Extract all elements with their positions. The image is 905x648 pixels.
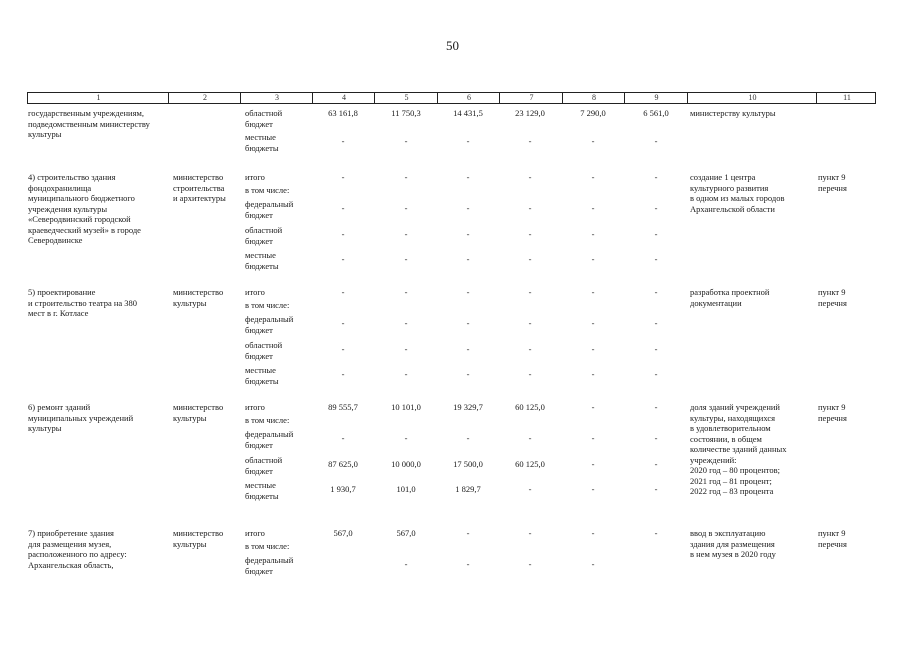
expected-result: 2020 год – 80 процентов;	[690, 465, 781, 475]
funding-value-col6: -	[466, 344, 470, 354]
measure-description: фондохранилища	[28, 182, 92, 193]
header-cell-3: 3	[275, 93, 279, 102]
funding-value-col8: -	[591, 528, 595, 538]
funding-value-col8: -	[591, 318, 595, 328]
funding-value-col9: -	[654, 433, 658, 443]
responsible-executor: министерство	[173, 528, 224, 538]
funding-value-col8: -	[591, 459, 595, 469]
funding-value-col7: 60 125,0	[515, 402, 545, 412]
funding-value-col8: -	[591, 433, 595, 443]
funding-value-col8: -	[591, 203, 595, 213]
expected-result: в удовлетворительном	[690, 423, 771, 433]
measure-description: краеведческий музей» в городе	[28, 224, 141, 235]
measure-description: муниципального бюджетного	[28, 193, 135, 203]
responsible-executor: культуры	[173, 297, 207, 308]
funding-value-col6: 14 431,5	[453, 108, 483, 118]
funding-source-label: бюджет	[245, 565, 273, 576]
expected-result: Архангельской области	[690, 203, 775, 214]
funding-value-col5: -	[404, 172, 408, 182]
funding-source-label: федеральный	[245, 429, 294, 439]
funding-value-col5: 10 000,0	[391, 459, 421, 469]
header-cell-4: 4	[342, 93, 346, 102]
funding-value-col5: -	[404, 318, 408, 328]
funding-source-label: бюджет	[245, 209, 273, 220]
measure-description: учреждения культуры	[28, 203, 108, 214]
funding-value-col7: -	[528, 136, 532, 146]
funding-source-label: федеральный	[245, 555, 294, 565]
funding-value-col7: -	[528, 559, 532, 569]
header-separator	[499, 93, 500, 103]
funding-value-col4: -	[341, 229, 345, 239]
funding-source-label: итого	[245, 172, 265, 182]
funding-value-col6: 17 500,0	[453, 459, 483, 469]
funding-value-col4: 567,0	[333, 528, 353, 538]
funding-value-col8: -	[591, 559, 595, 569]
funding-value-col4: -	[341, 433, 345, 443]
funding-source-label: бюджет	[245, 465, 273, 476]
responsible-executor: культуры	[173, 412, 207, 423]
funding-value-col5: -	[404, 559, 408, 569]
funding-value-col9: -	[654, 136, 658, 146]
funding-value-col8: -	[591, 287, 595, 297]
funding-source-label: бюджет	[245, 118, 273, 129]
funding-value-col5: 10 101,0	[391, 402, 421, 412]
responsible-executor: министерство	[173, 287, 224, 297]
funding-value-col7: -	[528, 254, 532, 264]
reference-item: перечня	[818, 412, 847, 423]
funding-source-label: в том числе:	[245, 415, 290, 425]
funding-source-label: бюджеты	[245, 260, 279, 271]
funding-source-label: бюджет	[245, 235, 273, 246]
funding-source-label: бюджеты	[245, 375, 279, 386]
funding-value-col8: -	[591, 172, 595, 182]
responsible-executor: культуры	[173, 538, 207, 549]
funding-source-label: областной	[245, 455, 283, 465]
funding-source-label: в том числе:	[245, 541, 290, 551]
funding-source-label: федеральный	[245, 199, 294, 209]
expected-result: разработка проектной	[690, 287, 770, 297]
funding-source-label: местные	[245, 250, 276, 260]
header-separator	[437, 93, 438, 103]
funding-source-label: бюджет	[245, 350, 273, 361]
funding-value-col7: -	[528, 433, 532, 443]
funding-value-col9: -	[654, 203, 658, 213]
funding-value-col6: -	[466, 203, 470, 213]
funding-value-col8: 7 290,0	[580, 108, 606, 118]
header-cell-5: 5	[404, 93, 409, 102]
funding-source-label: областной	[245, 225, 283, 235]
header-separator	[687, 93, 688, 103]
funding-value-col4: -	[341, 136, 345, 146]
funding-value-col4: -	[341, 287, 345, 297]
header-cell-1: 1	[96, 93, 101, 102]
section-sec7	[0, 528, 905, 648]
funding-value-col6: -	[466, 318, 470, 328]
funding-value-col4: -	[341, 344, 345, 354]
funding-value-col7: -	[528, 318, 532, 328]
measure-description: муниципальных учреждений	[28, 412, 134, 423]
section-sec5	[0, 287, 905, 407]
reference-item: пункт 9	[818, 528, 846, 538]
funding-value-col9: -	[654, 528, 658, 538]
reference-item: перечня	[818, 538, 847, 549]
funding-source-label: местные	[245, 132, 276, 142]
header-cell-9: 9	[654, 93, 659, 102]
funding-value-col4: 63 161,8	[328, 108, 358, 118]
funding-value-col6: 1 829,7	[455, 484, 481, 494]
funding-value-col9: -	[654, 369, 658, 379]
funding-value-col9: -	[654, 229, 658, 239]
funding-value-col7: -	[528, 172, 532, 182]
funding-source-label: бюджет	[245, 324, 273, 335]
funding-value-col5: -	[404, 203, 408, 213]
funding-value-col5: 11 750,3	[391, 108, 421, 118]
funding-value-col9: -	[654, 172, 658, 182]
funding-value-col6: -	[466, 433, 470, 443]
funding-value-col7: -	[528, 203, 532, 213]
reference-item: пункт 9	[818, 287, 846, 297]
header-cell-8: 8	[592, 93, 596, 102]
funding-value-col8: -	[591, 369, 595, 379]
funding-source-label: бюджеты	[245, 142, 279, 153]
expected-result: доля зданий учреждений	[690, 402, 780, 412]
measure-description: мест в г. Котласе	[28, 308, 89, 318]
header-separator	[624, 93, 625, 103]
expected-result: состоянии, в общем	[690, 433, 762, 444]
funding-value-col4: -	[341, 172, 345, 182]
funding-value-col4: -	[341, 254, 345, 264]
funding-value-col8: -	[591, 136, 595, 146]
funding-value-col5: -	[404, 369, 408, 379]
funding-value-col6: -	[466, 528, 470, 538]
measure-description: 4) строительство здания	[28, 172, 116, 182]
header-separator	[240, 93, 241, 103]
funding-value-col5: -	[404, 136, 408, 146]
funding-value-col7: -	[528, 369, 532, 379]
measure-description: 7) приобретение здания	[28, 528, 114, 538]
funding-value-col7: 23 129,0	[515, 108, 545, 118]
reference-item: перечня	[818, 182, 847, 193]
measure-description: Архангельская область,	[28, 559, 114, 570]
responsible-executor: министерство	[173, 402, 224, 412]
funding-source-label: итого	[245, 528, 265, 538]
header-cell-10: 10	[748, 93, 757, 102]
measure-description: подведомственным министерству	[28, 118, 150, 129]
header-separator	[168, 93, 169, 103]
funding-source-label: в том числе:	[245, 300, 290, 310]
header-separator	[312, 93, 313, 103]
expected-result: создание 1 центра	[690, 172, 756, 182]
funding-value-col5: -	[404, 229, 408, 239]
funding-source-label: итого	[245, 287, 265, 297]
measure-description: культуры	[28, 129, 62, 139]
expected-result: министерству культуры	[690, 108, 776, 118]
funding-value-col6: 19 329,7	[453, 402, 483, 412]
funding-value-col7: -	[528, 287, 532, 297]
expected-result: учреждений:	[690, 454, 737, 465]
funding-value-col9: 6 561,0	[643, 108, 669, 118]
header-separator	[374, 93, 375, 103]
responsible-executor: и архитектуры	[173, 193, 226, 203]
funding-value-col8: -	[591, 402, 595, 412]
expected-result: документации	[690, 297, 742, 308]
funding-value-col7: -	[528, 344, 532, 354]
funding-source-label: федеральный	[245, 314, 294, 324]
funding-value-col6: -	[466, 229, 470, 239]
funding-value-col9: -	[654, 318, 658, 328]
funding-value-col6: -	[466, 369, 470, 379]
expected-result: в одном из малых городов	[690, 193, 785, 203]
expected-result: культурного развития	[690, 182, 769, 193]
expected-result: здания для размещения	[690, 538, 775, 549]
funding-value-col5: -	[404, 254, 408, 264]
expected-result: 2022 год – 83 процента	[690, 486, 774, 496]
funding-value-col6: -	[466, 254, 470, 264]
funding-value-col5: 567,0	[396, 528, 416, 538]
header-separator	[562, 93, 563, 103]
header-cell-2: 2	[203, 93, 207, 102]
funding-value-col9: -	[654, 344, 658, 354]
funding-value-col6: -	[466, 559, 470, 569]
page-number: 50	[446, 38, 459, 53]
funding-source-label: местные	[245, 480, 276, 490]
header-separator	[816, 93, 817, 103]
reference-item: пункт 9	[818, 402, 846, 412]
section-sec4	[0, 172, 905, 292]
funding-value-col4: 87 625,0	[328, 459, 358, 469]
funding-value-col4: -	[341, 203, 345, 213]
expected-result: культуры, находящихся	[690, 412, 776, 423]
funding-value-col8: -	[591, 484, 595, 494]
funding-value-col5: 101,0	[396, 484, 416, 494]
measure-description: расположенного по адресу:	[28, 549, 127, 559]
measure-description: государственным учреждениям,	[28, 108, 145, 118]
funding-value-col7: -	[528, 528, 532, 538]
expected-result: в нем музея в 2020 году	[690, 549, 776, 559]
funding-source-label: местные	[245, 365, 276, 375]
funding-source-label: бюджеты	[245, 490, 279, 501]
expected-result: количестве зданий данных	[690, 444, 787, 454]
expected-result: 2021 год – 81 процент;	[690, 475, 772, 486]
reference-item: пункт 9	[818, 172, 846, 182]
funding-value-col5: -	[404, 287, 408, 297]
funding-value-col8: -	[591, 254, 595, 264]
responsible-executor: министерство	[173, 172, 224, 182]
section-sec6	[0, 402, 905, 522]
measure-description: 5) проектирование	[28, 287, 96, 297]
funding-value-col5: -	[404, 433, 408, 443]
funding-value-col6: -	[466, 136, 470, 146]
funding-source-label: бюджет	[245, 439, 273, 450]
measure-description: Северодвинске	[28, 235, 83, 245]
measure-description: 6) ремонт зданий	[28, 402, 91, 412]
header-cell-11: 11	[843, 93, 851, 102]
measure-description: и строительство театра на 380	[28, 297, 138, 308]
funding-value-col9: -	[654, 402, 658, 412]
funding-value-col5: -	[404, 344, 408, 354]
funding-source-label: областной	[245, 108, 283, 118]
funding-value-col6: -	[466, 172, 470, 182]
header-cell-6: 6	[467, 93, 471, 102]
funding-value-col9: -	[654, 484, 658, 494]
measure-description: культуры	[28, 423, 62, 433]
funding-value-col7: -	[528, 229, 532, 239]
measure-description: для размещения музея,	[28, 538, 112, 549]
funding-value-col4: -	[341, 318, 345, 328]
funding-source-label: областной	[245, 340, 283, 350]
reference-item: перечня	[818, 297, 847, 308]
funding-value-col4: 89 555,7	[328, 402, 358, 412]
funding-value-col4: -	[341, 369, 345, 379]
expected-result: ввод в эксплуатацию	[690, 528, 766, 538]
funding-value-col6: -	[466, 287, 470, 297]
funding-value-col4: 1 930,7	[330, 484, 356, 494]
table-header-row	[27, 92, 876, 104]
measure-description: «Северодвинский городской	[28, 214, 131, 224]
responsible-executor: строительства	[173, 182, 225, 193]
funding-source-label: в том числе:	[245, 185, 290, 195]
funding-value-col7: -	[528, 484, 532, 494]
funding-value-col8: -	[591, 344, 595, 354]
funding-source-label: итого	[245, 402, 265, 412]
funding-value-col8: -	[591, 229, 595, 239]
funding-value-col9: -	[654, 459, 658, 469]
funding-value-col7: 60 125,0	[515, 459, 545, 469]
funding-value-col9: -	[654, 254, 658, 264]
header-cell-7: 7	[529, 93, 534, 102]
funding-value-col9: -	[654, 287, 658, 297]
